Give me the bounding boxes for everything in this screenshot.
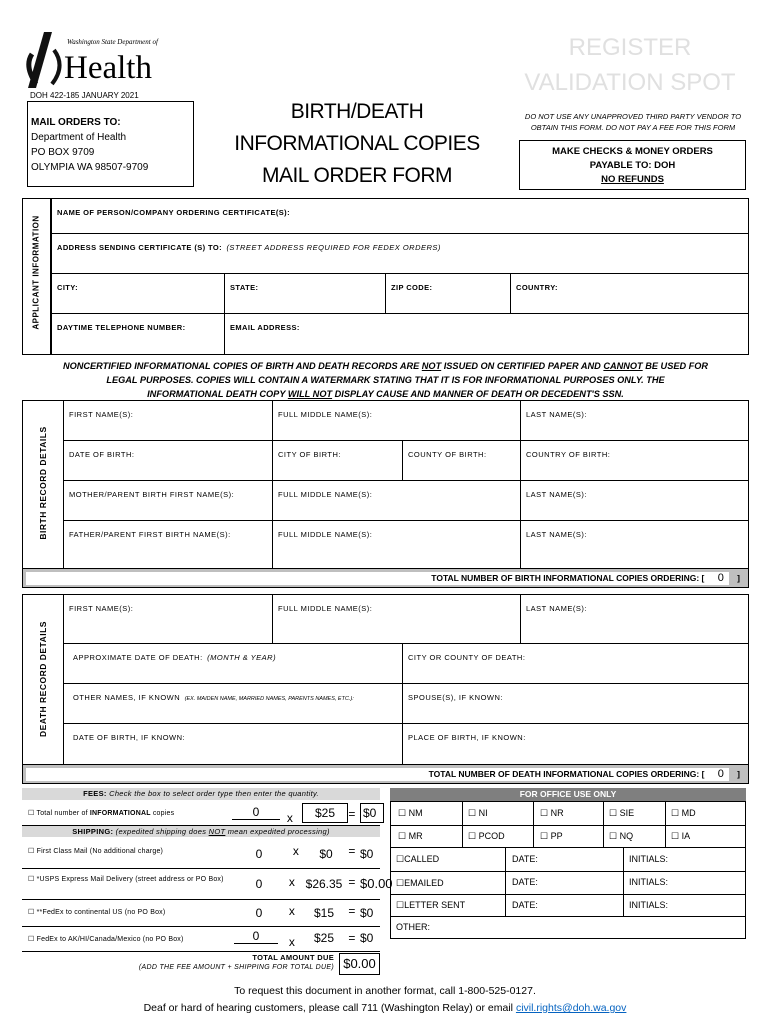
shipping-option-label[interactable]: ☐ First Class Mail (No additional charge) <box>28 848 164 855</box>
register-line: REGISTER <box>568 34 692 61</box>
mother-first-label: MOTHER/PARENT BIRTH FIRST NAME(S): <box>69 490 235 499</box>
shipping-eq: = <box>348 904 356 918</box>
death-last-name-field[interactable] <box>520 594 749 644</box>
mail-to-title: MAIL ORDERS TO: <box>31 117 121 128</box>
office-row-called <box>390 847 746 872</box>
birth-country-label: COUNTRY OF BIRTH: <box>526 450 611 459</box>
no-refunds: NO REFUNDS <box>601 174 664 185</box>
death-middle-name-label: FULL MIDDLE NAME(S): <box>278 604 373 613</box>
shipping-option-label[interactable]: ☐ *USPS Express Mail Delivery (street address or PO Box) <box>28 876 224 883</box>
footer-line-2 <box>0 1002 770 1014</box>
vendor-note: DO NOT USE ANY UNAPPROVED THIRD PARTY VENDOR TO OBTAIN THIS FORM. DO NOT PAY A FEE FOR THIS FORM <box>524 112 742 132</box>
total-due-label: TOTAL AMOUNT DUE <box>252 953 334 962</box>
footer-contact-text: Deaf or hard of hearing customers, please call 711 (Washington Relay) or email <box>143 1002 516 1014</box>
birth-total-value[interactable]: 0 <box>717 572 724 584</box>
phone-field[interactable] <box>51 313 225 355</box>
shipping-eq: = <box>348 875 356 889</box>
payable-line: PAYABLE TO: DOH <box>589 160 676 171</box>
office-check-called[interactable]: ☐CALLED <box>396 854 440 864</box>
fee-info-x: x <box>286 811 294 825</box>
applicant-section-label: APPLICANT INFORMATION <box>31 215 41 330</box>
office-check-ia[interactable]: ☐ IA <box>671 831 691 841</box>
father-middle-label: FULL MIDDLE NAME(S): <box>278 530 373 539</box>
birth-middle-name-field[interactable] <box>272 400 521 441</box>
notice-line-3: INFORMATIONAL DEATH COPY WILL NOT DISPLAY CAUSE AND MANNER OF DEATH OR DECEDENT'S SSN. <box>147 389 624 399</box>
city-label: CITY: <box>57 283 79 292</box>
office-check-emailed[interactable]: ☐EMAILED <box>396 878 444 888</box>
shipping-x: x <box>288 904 296 918</box>
other-names-label: OTHER NAMES, IF KNOWN <box>73 693 181 702</box>
birth-dob-field[interactable] <box>63 440 273 481</box>
phone-label: DAYTIME TELEPHONE NUMBER: <box>57 323 186 332</box>
shipping-price: $15 <box>313 906 335 920</box>
mother-middle-name-field[interactable] <box>272 480 521 521</box>
office-check-letter[interactable]: ☐LETTER SENT <box>396 900 466 910</box>
shipping-qty[interactable]: 0 <box>234 929 278 944</box>
state-field[interactable] <box>224 273 386 314</box>
shipping-eq: = <box>348 844 356 858</box>
death-dob-label: DATE OF BIRTH, IF KNOWN: <box>73 733 186 742</box>
approx-date-note: (MONTH & YEAR) <box>207 653 277 662</box>
office-check-nr[interactable]: ☐ NR <box>540 808 564 818</box>
shipping-option-label[interactable]: ☐ FedEx to AK/HI/Canada/Mexico (no PO Box) <box>28 936 184 943</box>
mail-to-line: PO BOX 9709 <box>31 147 95 158</box>
father-last-label: LAST NAME(S): <box>526 530 587 539</box>
shipping-price: $0 <box>319 847 333 861</box>
footer-email-link[interactable]: civil.rights@doh.wa.gov <box>515 1002 627 1014</box>
shipping-option-label[interactable]: ☐ **FedEx to continental US (no PO Box) <box>28 909 166 916</box>
shipping-price: $25 <box>313 931 335 945</box>
death-middle-name-field[interactable] <box>272 594 521 644</box>
office-emailed-date[interactable]: DATE: <box>512 877 538 887</box>
email-field[interactable] <box>224 313 749 355</box>
payable-line: MAKE CHECKS & MONEY ORDERS <box>552 146 713 157</box>
office-row-2 <box>390 825 746 848</box>
address-field[interactable] <box>51 233 749 274</box>
office-check-pp[interactable]: ☐ PP <box>540 831 563 841</box>
shipping-row <box>22 869 393 900</box>
address-label: ADDRESS SENDING CERTIFICATE (S) TO: <box>57 243 222 252</box>
death-first-name-label: FIRST NAME(S): <box>69 604 134 613</box>
city-field[interactable] <box>51 273 225 314</box>
death-place-birth-label: PLACE OF BIRTH, IF KNOWN: <box>408 733 526 742</box>
logo-health-text: Health <box>64 50 152 86</box>
mother-last-label: LAST NAME(S): <box>526 490 587 499</box>
shipping-row <box>22 900 380 927</box>
office-check-nq[interactable]: ☐ NQ <box>609 831 634 841</box>
address-note: (STREET ADDRESS REQUIRED FOR FEDEX ORDERS) <box>226 243 441 252</box>
office-called-date[interactable]: DATE: <box>512 854 538 864</box>
total-due-note: (ADD THE FEE AMOUNT + SHIPPING FOR TOTAL DUE) <box>138 964 334 971</box>
total-due-value: $0.00 <box>339 953 380 975</box>
birth-country-field[interactable] <box>520 440 749 481</box>
office-other[interactable]: OTHER: <box>396 922 431 932</box>
shipping-price: $26.35 <box>305 877 343 891</box>
death-section-label: DEATH RECORD DETAILS <box>38 621 48 737</box>
shipping-total: $0.00 <box>360 876 393 891</box>
mother-last-name-field[interactable] <box>520 480 749 521</box>
birth-city-label: CITY OF BIRTH: <box>278 450 341 459</box>
death-place-birth-field[interactable] <box>402 723 749 765</box>
shipping-x: x <box>288 875 296 889</box>
mail-to-line: Department of Health <box>31 132 127 143</box>
death-total-label: TOTAL NUMBER OF DEATH INFORMATIONAL COPIES ORDERING: [ <box>428 769 705 779</box>
death-last-name-label: LAST NAME(S): <box>526 604 587 613</box>
notice-line-1: NONCERTIFIED INFORMATIONAL COPIES OF BIRTH AND DEATH RECORDS ARE NOT ISSUED ON CERTIFIED PAPER AND CANNOT BE USED FOR <box>62 361 709 371</box>
shipping-x: x <box>288 935 296 949</box>
doh-logo <box>22 30 157 90</box>
birth-section-label: BIRTH RECORD DETAILS <box>38 426 48 540</box>
payable-box <box>519 140 746 190</box>
birth-total-close: ] <box>737 573 740 583</box>
logo-mark-icon <box>22 32 66 88</box>
fee-info-label[interactable]: ☐ Total number of INFORMATIONAL copies <box>28 810 175 817</box>
zip-field[interactable] <box>385 273 511 314</box>
birth-middle-name-label: FULL MIDDLE NAME(S): <box>278 410 373 419</box>
other-names-note: (EX. MAIDEN NAME, MARRIED NAMES, PARENTS NAMES, ETC.): <box>184 696 354 702</box>
shipping-eq: = <box>348 931 356 945</box>
zip-label: ZIP CODE: <box>391 283 433 292</box>
mail-to-box <box>27 101 194 187</box>
shipping-qty[interactable]: 0 <box>255 906 263 920</box>
birth-first-name-field[interactable] <box>63 400 273 441</box>
office-check-ni[interactable]: ☐ NI <box>468 808 488 818</box>
shipping-qty[interactable]: 0 <box>255 847 263 861</box>
shipping-total: $0 <box>360 847 374 861</box>
death-first-name-field[interactable] <box>63 594 273 644</box>
shipping-total: $0 <box>360 931 374 945</box>
doc-code: DOH 422-185 JANUARY 2021 <box>30 91 139 100</box>
fee-info-qty[interactable]: 0 <box>232 805 280 820</box>
office-letter-initials[interactable]: INITIALS: <box>629 900 669 910</box>
father-last-name-field[interactable] <box>520 520 749 569</box>
shipping-x: x <box>292 844 300 858</box>
approx-death-date-field[interactable] <box>63 643 403 684</box>
office-called-initials[interactable]: INITIALS: <box>629 854 669 864</box>
father-first-name-field[interactable] <box>63 520 273 569</box>
shipping-total: $0 <box>360 906 374 920</box>
footer-line-1: To request this document in another format, call 1-800-525-0127. <box>234 985 536 997</box>
office-check-md[interactable]: ☐ MD <box>671 808 696 818</box>
country-field[interactable] <box>510 273 749 314</box>
shipping-header: SHIPPING: (expedited shipping does NOT mean expedited processing) <box>22 826 380 837</box>
mother-middle-label: FULL MIDDLE NAME(S): <box>278 490 373 499</box>
email-label: EMAIL ADDRESS: <box>230 323 300 332</box>
notice-line-2: LEGAL PURPOSES. COPIES WILL CONTAIN A WATERMARK STATING THAT IT IS FOR INFORMATIONAL PURPOSES ONLY. THE <box>106 375 665 385</box>
office-emailed-initials[interactable]: INITIALS: <box>629 877 669 887</box>
death-city-county-field[interactable] <box>402 643 749 684</box>
register-validation-spot <box>510 30 750 100</box>
name-field[interactable] <box>51 198 749 234</box>
death-city-county-label: CITY OR COUNTY OF DEATH: <box>408 653 526 662</box>
mail-to-line: OLYMPIA WA 98507-9709 <box>31 162 149 173</box>
death-dob-field[interactable] <box>63 723 403 765</box>
form-title-line: MAIL ORDER FORM <box>261 164 453 187</box>
death-total-value[interactable]: 0 <box>717 768 724 780</box>
death-total-close: ] <box>737 769 740 779</box>
approx-date-label: APPROXIMATE DATE OF DEATH: <box>73 653 203 662</box>
form-title-line: INFORMATIONAL COPIES <box>234 132 480 155</box>
office-row-letter <box>390 894 746 917</box>
birth-total-label: TOTAL NUMBER OF BIRTH INFORMATIONAL COPIES ORDERING: [ <box>431 573 705 583</box>
office-check-pcod[interactable]: ☐ PCOD <box>468 831 505 841</box>
informational-notice <box>22 359 749 401</box>
register-line: VALIDATION SPOT <box>524 69 736 96</box>
office-row-emailed <box>390 871 746 895</box>
office-check-sie[interactable]: ☐ SIE <box>609 808 635 818</box>
form-title-line: BIRTH/DEATH <box>290 100 424 123</box>
logo-small-text: Washington State Department of <box>67 38 158 46</box>
mother-first-name-field[interactable] <box>63 480 273 521</box>
birth-city-field[interactable] <box>272 440 403 481</box>
father-first-label: FATHER/PARENT FIRST BIRTH NAME(S): <box>69 530 231 539</box>
birth-total-bar <box>22 568 749 588</box>
death-total-bar <box>22 764 749 784</box>
country-label: COUNTRY: <box>516 283 558 292</box>
spouses-label: SPOUSE(S), IF KNOWN: <box>408 693 504 702</box>
fee-info-eq: = <box>348 807 356 821</box>
birth-county-label: COUNTY OF BIRTH: <box>408 450 487 459</box>
birth-first-name-label: FIRST NAME(S): <box>69 410 134 419</box>
fees-header: FEES: Check the box to select order type then enter the quantity. <box>22 788 380 800</box>
fee-info-price: $25 <box>302 803 348 823</box>
office-letter-date[interactable]: DATE: <box>512 900 538 910</box>
shipping-qty[interactable]: 0 <box>255 877 263 891</box>
office-row-1 <box>390 801 746 826</box>
father-middle-name-field[interactable] <box>272 520 521 569</box>
shipping-row <box>22 927 380 952</box>
form-title <box>216 96 498 192</box>
office-header: FOR OFFICE USE ONLY <box>390 788 746 801</box>
state-label: STATE: <box>230 283 259 292</box>
name-label: NAME OF PERSON/COMPANY ORDERING CERTIFICATE(S): <box>57 208 290 217</box>
birth-county-field[interactable] <box>402 440 521 481</box>
spouses-field[interactable] <box>402 683 749 724</box>
fee-info-row <box>22 801 380 826</box>
birth-last-name-field[interactable] <box>520 400 749 441</box>
birth-last-name-label: LAST NAME(S): <box>526 410 587 419</box>
fee-info-total: $0 <box>360 803 384 823</box>
other-names-field[interactable] <box>63 683 403 724</box>
shipping-row <box>22 838 380 869</box>
office-check-nm[interactable]: ☐ NM <box>398 808 423 818</box>
office-check-mr[interactable]: ☐ MR <box>398 831 423 841</box>
birth-dob-label: DATE OF BIRTH: <box>69 450 135 459</box>
